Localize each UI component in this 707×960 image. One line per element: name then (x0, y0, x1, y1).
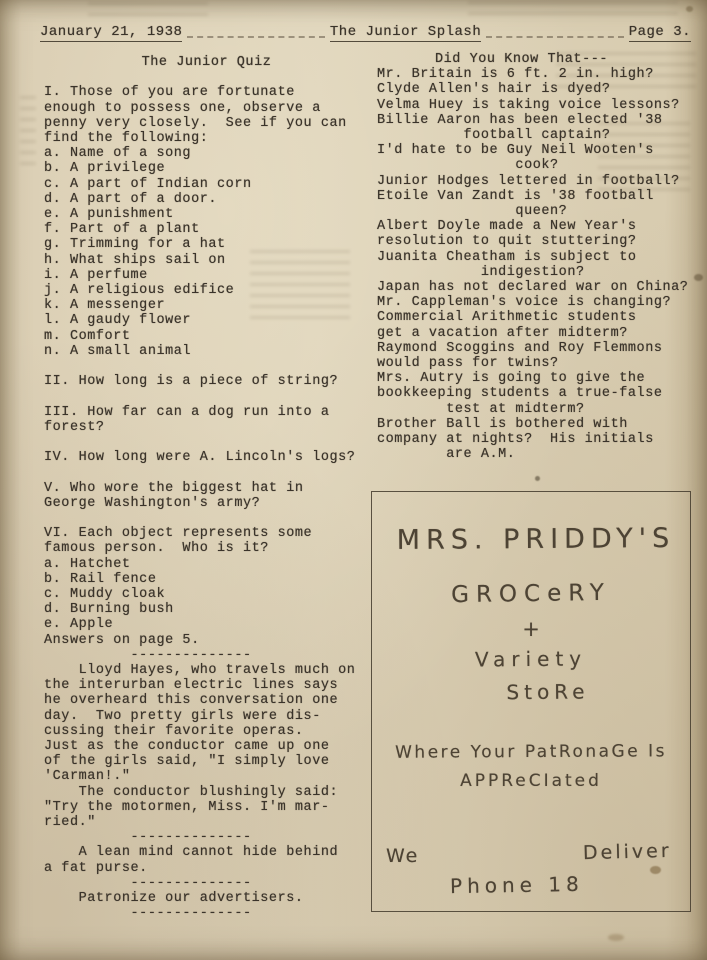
text-line: II. How long is a piece of string? (44, 374, 339, 390)
text-line: penny very closely. See if you can (44, 115, 347, 131)
text-line: e. A punishment (44, 207, 174, 223)
text-line: -------------- (44, 875, 252, 891)
text-line: j. A religious edifice (44, 283, 235, 299)
text-line: George Washington's army? (44, 495, 261, 511)
text-line: Patronize our advertisers. (44, 891, 304, 907)
text-line: are A.M. (377, 447, 516, 463)
text-line: bookkeeping students a true-false (377, 386, 663, 402)
text-line: V. Who wore the biggest hat in (44, 480, 304, 496)
bleed-through-artifact (88, 2, 208, 16)
ad-tagline-appreciated: APPReCIated (460, 771, 602, 791)
text-line: a fat purse. (44, 860, 148, 876)
text-line: "Try the motormen, Miss. I'm mar- (44, 799, 330, 815)
text-line (44, 465, 369, 480)
text-line: Juanita Cheatham is subject to (377, 249, 637, 265)
text-line: enough to possess one, observe a (44, 100, 321, 116)
text-line: d. A part of a door. (44, 191, 218, 207)
did-you-know-body (377, 67, 702, 462)
ad-store-line: StoRe (506, 679, 590, 705)
ad-deliver-label: Deliver (583, 839, 673, 865)
did-you-know-title: Did You Know That--- (435, 52, 609, 67)
text-line (44, 435, 369, 450)
text-line: find the following: (44, 131, 209, 146)
text-line: n. A small animal (44, 343, 192, 359)
text-line: a. Hatchet (44, 556, 131, 572)
text-line: ried." (44, 815, 96, 831)
text-line: cook? (377, 158, 559, 174)
text-line: day. Two pretty girls were dis- (44, 708, 321, 724)
header-dashed-rule (187, 36, 324, 38)
text-line: queen? (377, 204, 568, 220)
text-line: Brother Ball is bothered with (377, 416, 628, 432)
quiz-title: The Junior Quiz (141, 55, 272, 70)
text-line: h. What ships sail on (44, 252, 226, 268)
text-line: Clyde Allen's hair is dyed? (377, 82, 611, 98)
text-line: Mrs. Autry is going to give the (377, 371, 646, 387)
text-line: e. Apple (44, 617, 114, 633)
right-column (377, 52, 702, 462)
advertisement-box (371, 491, 691, 912)
header-date: January 21, 1938 (40, 24, 183, 40)
text-line: get a vacation after midterm? (377, 325, 628, 341)
left-column (44, 55, 369, 921)
text-line: III. How far can a dog run into a (44, 404, 330, 420)
text-line: indigestion? (377, 264, 585, 280)
ad-we-label: We (386, 845, 420, 867)
text-line: Etoile Van Zandt is '38 football (377, 188, 654, 204)
text-line: football captain? (377, 128, 611, 144)
bleed-through-artifact (20, 96, 36, 166)
text-line (44, 389, 369, 404)
text-line: company at nights? His initials (377, 432, 654, 448)
paper-stain (608, 934, 624, 941)
ad-store-name: MRS. PRIDDY'S (396, 522, 676, 556)
text-line (44, 511, 369, 526)
text-line: c. Muddy cloak (44, 587, 166, 603)
text-line: IV. How long were A. Lincoln's logs? (44, 450, 356, 466)
text-line: a. Name of a song (44, 146, 192, 162)
ad-tagline: Where Your PatRonaGe Is (395, 741, 667, 763)
text-line: m. Comfort (44, 328, 131, 344)
text-line: cussing their favorite operas. (44, 723, 304, 739)
paper-stain (535, 476, 540, 481)
header-dashed-rule (486, 36, 623, 38)
page-header (40, 24, 691, 42)
text-line: famous person. Who is it? (44, 541, 269, 557)
text-line: k. A messenger (44, 298, 166, 314)
text-line: c. A part of Indian corn (44, 176, 252, 192)
text-line: Mr. Cappleman's voice is changing? (377, 295, 672, 311)
text-line: b. Rail fence (44, 571, 157, 587)
text-line: i. A perfume (44, 267, 148, 283)
text-line: resolution to quit stuttering? (377, 234, 637, 250)
text-line: Junior Hodges lettered in football? (377, 173, 680, 189)
text-line: Raymond Scoggins and Roy Flemmons (377, 340, 663, 356)
text-line: b. A privilege (44, 161, 166, 177)
text-line: the interurban electric lines says (44, 678, 339, 694)
text-line (44, 359, 369, 374)
text-line: Albert Doyle made a New Year's (377, 219, 637, 235)
quiz-body (44, 70, 369, 921)
paper-stain (686, 6, 693, 12)
newspaper-title: The Junior Splash (329, 24, 482, 40)
ad-plus-sign: + (522, 617, 540, 641)
text-line: Answers on page 5. (44, 632, 200, 648)
text-line: Japan has not declared war on China? (377, 280, 689, 296)
text-line: The conductor blushingly said: (44, 784, 339, 800)
text-line: I'd hate to be Guy Neil Wooten's (377, 143, 654, 159)
text-line: -------------- (44, 647, 252, 663)
text-line: g. Trimming for a hat (44, 237, 226, 253)
text-line (44, 70, 369, 85)
text-line: Mr. Britain is 6 ft. 2 in. high? (377, 67, 654, 83)
text-line: -------------- (44, 906, 252, 922)
ad-grocery-line: GROCeRY (450, 579, 612, 609)
text-line: d. Burning bush (44, 602, 174, 618)
text-line: test at midterm? (377, 401, 585, 417)
page-number: Page 3. (628, 24, 691, 40)
text-line: VI. Each object represents some (44, 526, 313, 542)
text-line: Commercial Arithmetic students (377, 310, 637, 326)
text-line: f. Part of a plant (44, 222, 200, 238)
text-line: forest? (44, 419, 105, 435)
text-line: I. Those of you are fortunate (44, 85, 295, 101)
text-line: l. A gaudy flower (44, 313, 192, 329)
text-line: Just as the conductor came up one (44, 739, 330, 755)
text-line: 'Carman!." (44, 769, 131, 785)
text-line: Velma Huey is taking voice lessons? (377, 97, 680, 113)
ad-variety-line: Variety (474, 646, 588, 672)
text-line: of the girls said, "I simply love (44, 754, 330, 770)
text-line: Lloyd Hayes, who travels much on (44, 663, 356, 679)
text-line: he overheard this conversation one (44, 693, 339, 709)
text-line: A lean mind cannot hide behind (44, 845, 339, 861)
text-line: -------------- (44, 830, 252, 846)
text-line: Billie Aaron has been elected '38 (377, 112, 663, 128)
text-line: would pass for twins? (377, 356, 559, 372)
ad-phone-number: Phone 18 (449, 871, 584, 899)
bleed-through-artifact (468, 1, 678, 17)
